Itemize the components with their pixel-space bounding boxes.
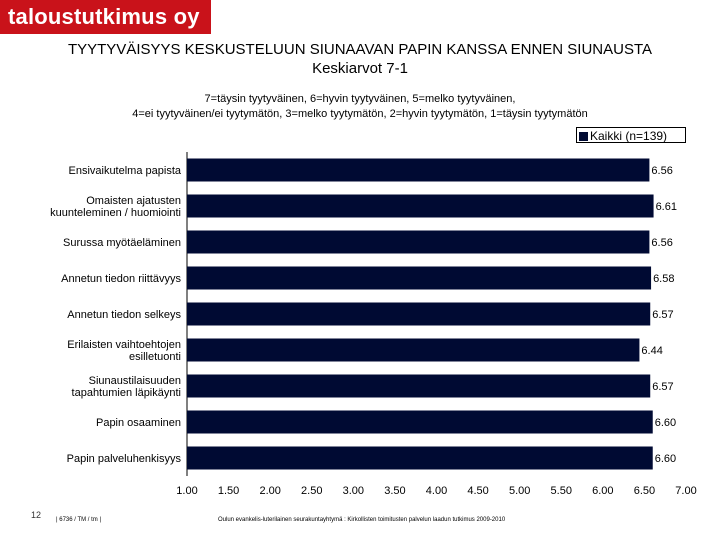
chart-title-line-2: Keskiarvot 7-1	[312, 60, 408, 77]
bar-value-label: 6.57	[652, 381, 674, 393]
bar	[187, 375, 650, 398]
brand-logo: taloustutkimus oy	[0, 0, 211, 34]
bar-value-label: 6.60	[654, 417, 677, 429]
bar-value-label: 6.44	[641, 345, 663, 357]
x-tick-label: 6.00	[592, 485, 614, 497]
category-label: esilletuonti	[129, 351, 181, 363]
x-tick-label: 3.50	[384, 485, 406, 497]
category-label: Papin palveluhenkisyys	[66, 453, 181, 465]
bar	[187, 303, 650, 326]
category-label: Annetun tiedon selkeys	[67, 309, 181, 321]
bar-value-label: 6.58	[653, 273, 675, 285]
bar	[187, 339, 639, 362]
x-tick-label: 5.00	[508, 485, 531, 497]
category-label: Ensivaikutelma papista	[68, 165, 181, 177]
category-label: Annetun tiedon riittävyys	[61, 273, 181, 285]
x-tick-label: 7.00	[675, 485, 697, 497]
bar	[187, 231, 649, 254]
bar-value-label: 6.61	[655, 201, 677, 213]
x-tick-label: 1.50	[217, 485, 240, 497]
category-label: kuunteleminen / huomiointi	[50, 207, 181, 219]
x-tick-label: 2.50	[301, 485, 323, 497]
bar	[187, 411, 653, 434]
scale-description-line-2: 4=ei tyytyväinen/ei tyytymätön, 3=melko tyytymätön, 2=hyvin tyytymätön, 1=täysin tyytymätön	[132, 108, 588, 120]
bar	[187, 447, 653, 470]
category-label: tapahtumien läpikäynti	[71, 387, 181, 399]
bar-value-label: 6.56	[651, 237, 673, 249]
category-label: Siunaustilaisuuden	[88, 375, 181, 387]
footer-source: Oulun evankelis-luterilainen seurakuntayhtymä : Kirkollisten toimitusten palvelun laadun tutkimus 2009-2010	[218, 517, 506, 523]
chart-title-line-1: TYYTYVÄISYYS KESKUSTELUUN SIUNAAVAN PAPIN KANSSA ENNEN SIUNAUSTA	[67, 41, 653, 58]
category-label: Papin osaaminen	[95, 417, 181, 429]
x-tick-label: 6.50	[633, 485, 656, 497]
footer-code: | 6736 / TM / tm |	[56, 517, 102, 523]
bar	[187, 159, 649, 182]
bar	[187, 267, 651, 290]
scale-description-line-1: 7=täysin tyytyväinen, 6=hyvin tyytyväinen, 5=melko tyytyväinen,	[204, 93, 516, 105]
bar-value-label: 6.60	[654, 453, 677, 465]
category-label: Surussa myötäeläminen	[62, 237, 181, 249]
bar-value-label: 6.56	[651, 165, 673, 177]
x-tick-label: 5.50	[550, 485, 572, 497]
bar-value-label: 6.57	[652, 309, 674, 321]
x-tick-label: 2.00	[259, 485, 281, 497]
bar	[187, 195, 654, 218]
legend-label: Kaikki (n=139)	[590, 129, 668, 143]
x-tick-label: 1.00	[176, 485, 198, 497]
page-number: 12	[31, 510, 42, 520]
x-tick-label: 4.00	[425, 485, 448, 497]
category-label: Erilaisten vaihtoehtojen	[67, 339, 181, 351]
x-tick-label: 4.50	[467, 485, 489, 497]
category-label: Omaisten ajatusten	[86, 195, 181, 207]
x-tick-label: 3.00	[342, 485, 365, 497]
